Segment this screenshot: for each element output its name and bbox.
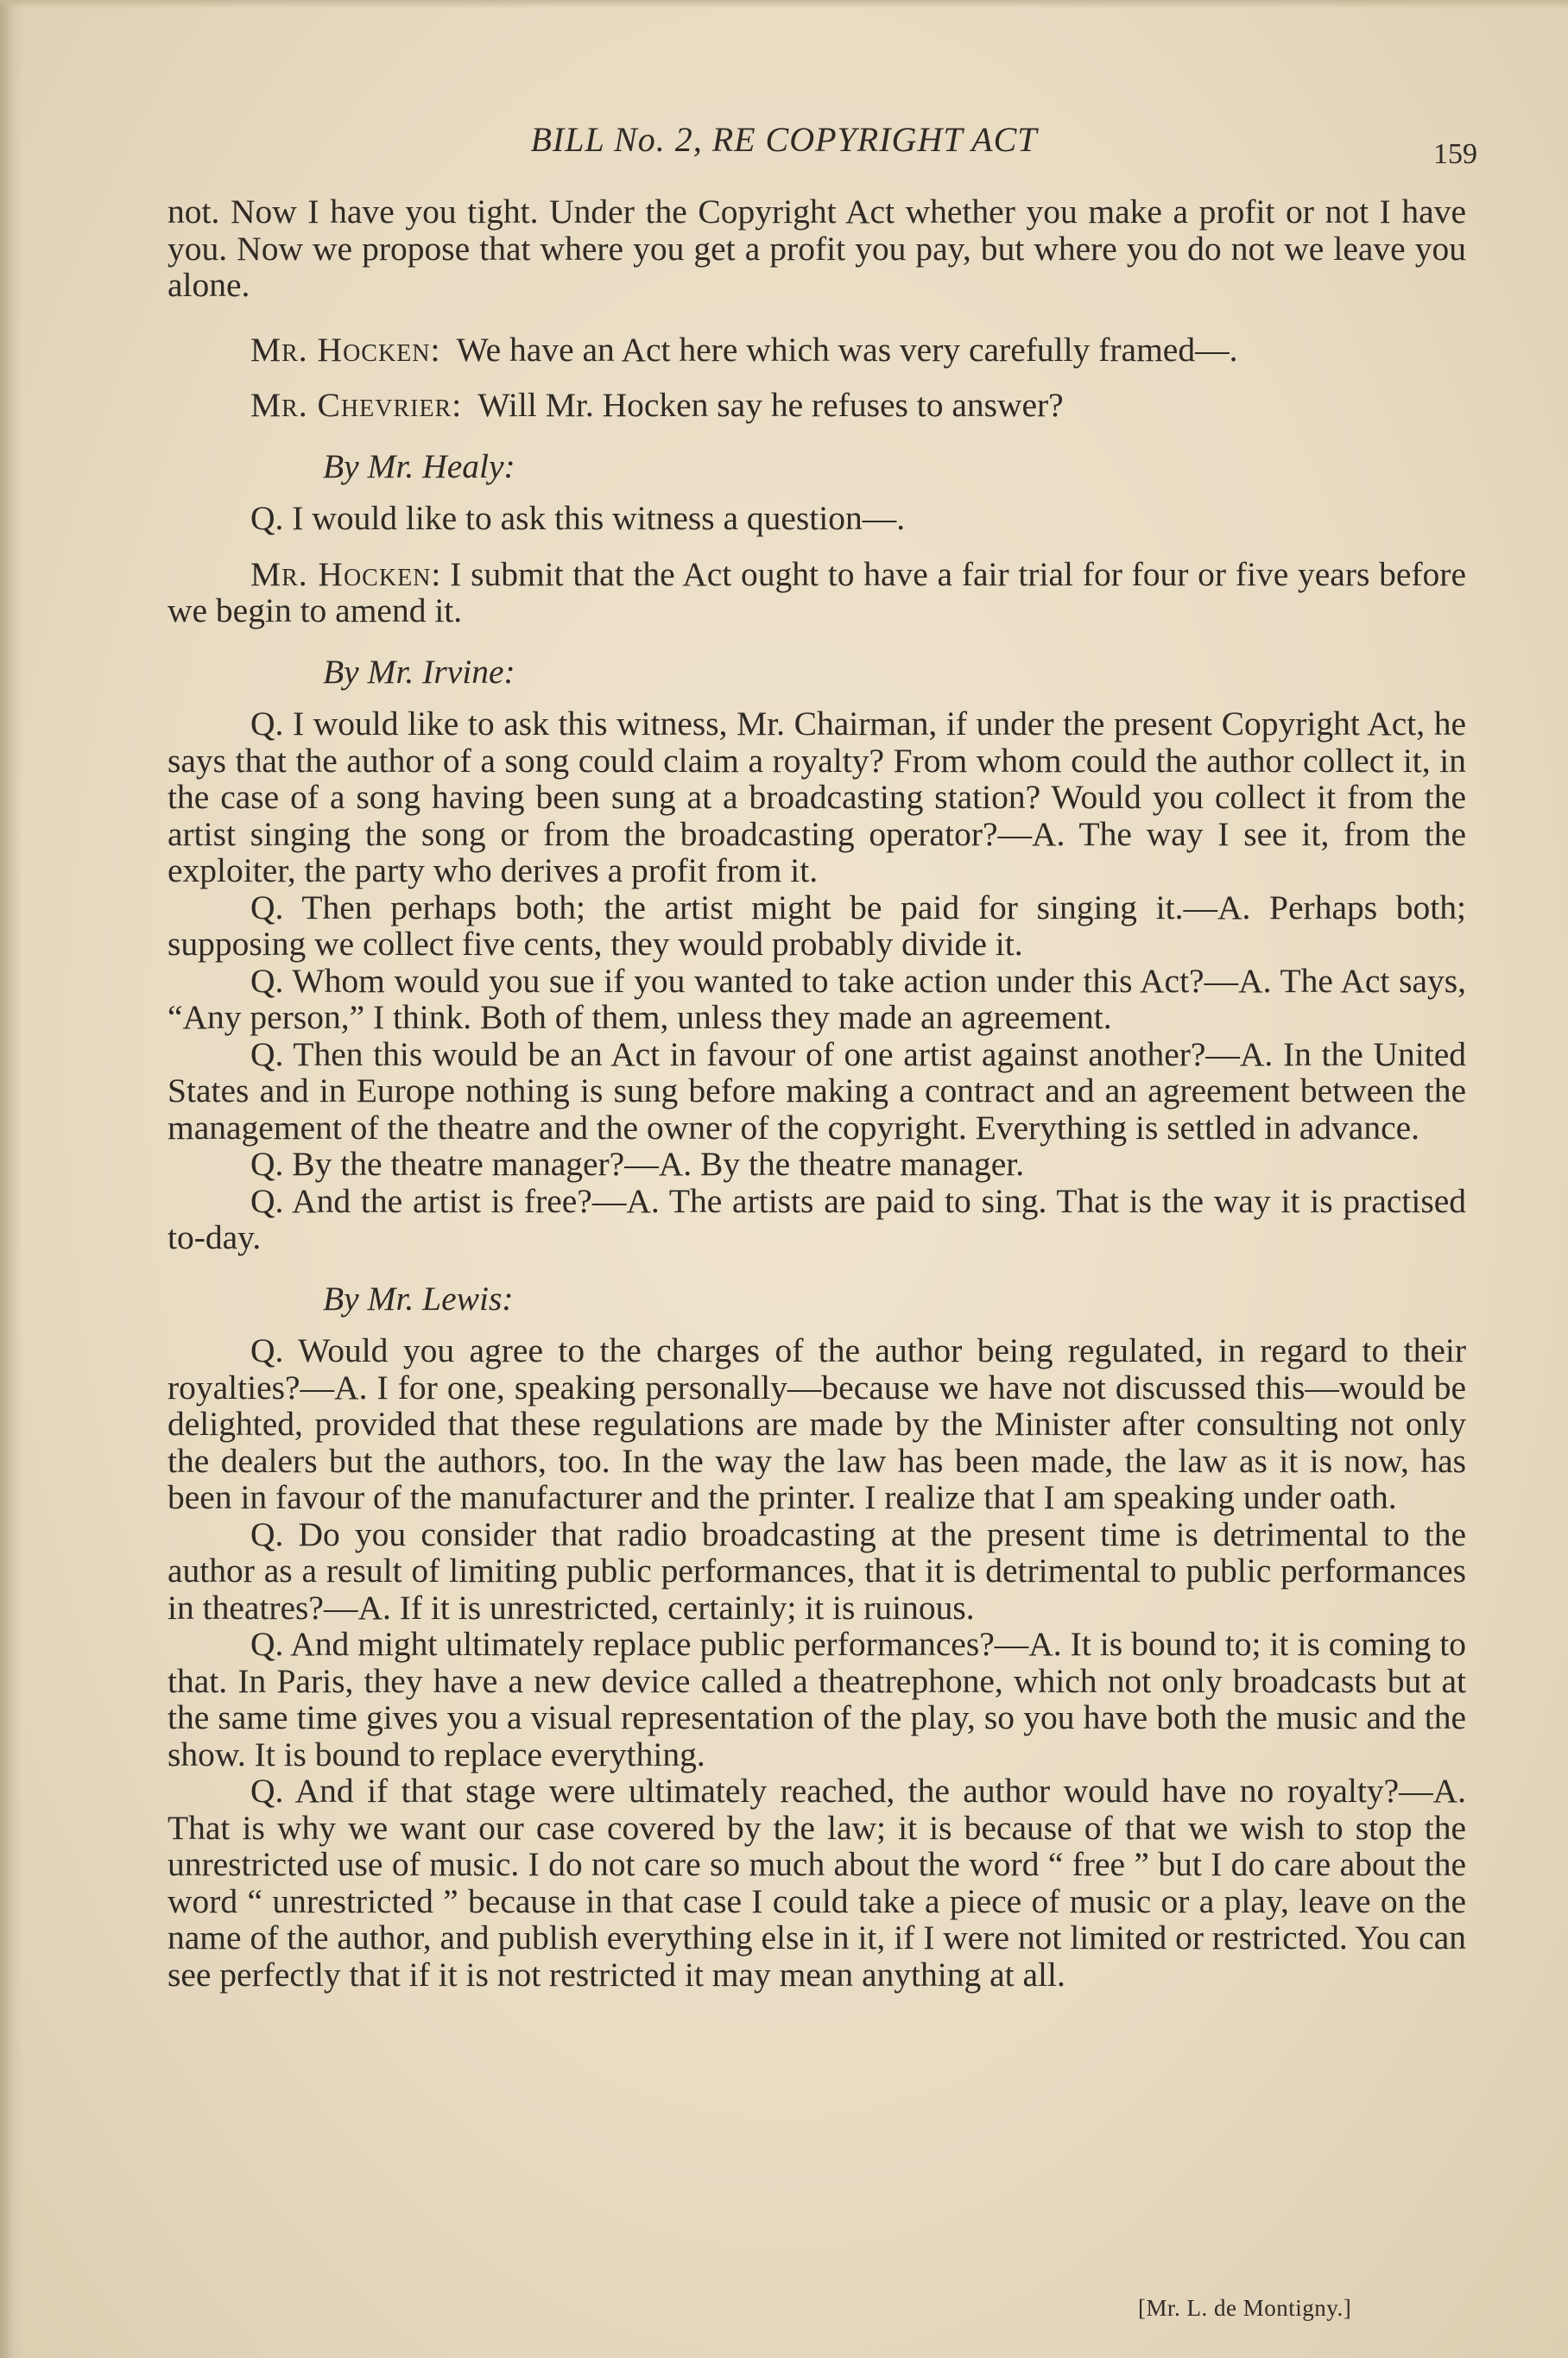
question-paragraph: Q. And the artist is free?—A. The artists are paid to sing. That is the way it is practised to-day. [168,1181,1466,1256]
speaker-name: Mr. Chevrier [250,386,452,424]
speaker-name: Mr. Hocken [250,330,431,369]
question-paragraph: Q. Would you agree to the charges of the author being regulated, in regard to their royalties?—A. I for one, speaking personally—because we have not discussed this—would be delighted, provided that these regulations are made by the Minister after consulting not only the dealers but the authors, too. In the way the law has been made, the law as it is now, has been in favour of the manufacturer and the printer. I realize that I am speaking under oath. [168,1331,1466,1516]
book-spine-shadow [0,0,22,2358]
speech-text: I submit that the Act ought to have a fair trial for four or five years before we begin to amend it. [168,554,1466,629]
speech-chevrier: Mr. Chevrier: Will Mr. Hocken say he refuses to answer? [250,386,1064,424]
speech-text: We have an Act here which was very carefully framed—. [456,330,1238,369]
question-paragraph: Q. I would like to ask this witness, Mr. Chairman, if under the present Copyright Act, he says that the author of a song could claim a royalty? From whom could the author collect it, in the case of a song having been sung at a broadcasting station? Would you collect it from the artist singing the song or from the broadcasting operator?—A. The way I see it, from the exploiter, the party who derives a profit from it. [168,705,1466,889]
speech-hocken-1: Mr. Hocken: We have an Act here which was very carefully framed—. [250,330,1238,369]
speech-text: Will Mr. Hocken say he refuses to answer? [477,386,1064,424]
examiner-heading-irvine: By Mr. Irvine: [323,652,515,691]
question-paragraph: Q. And might ultimately replace public performances?—A. It is bound to; it is coming to that. In Paris, they have a new device called a theatrephone, which not only broadcasts but at the same time gives you a visual representation of the play, so you have both the music and the show. It is bound to replace everything. [168,1625,1466,1773]
page-body [168,193,1466,1993]
question-paragraph: Q. Then this would be an Act in favour of one artist against another?—A. In the United States and in Europe nothing is sung before making a contract and an agreement between the management of the theatre and the owner of the copyright. Everything is settled in advance. [168,1034,1466,1147]
question-paragraph: Q. I would like to ask this witness a question—. [250,499,906,537]
examiner-heading-healy: By Mr. Healy: [323,446,515,485]
question-paragraph: Q. By the theatre manager?—A. By the theatre manager. [250,1145,1025,1183]
question-paragraph: Q. Do you consider that radio broadcasting at the present time is detrimental to the author as a result of limiting public performances, that it is detrimental to public performances in theatres?—A. If it is unrestricted, certainly; it is ruinous. [168,1514,1466,1627]
page-number: 159 [1433,138,1477,170]
speech-hocken-2: Mr. Hocken: I submit that the Act ought to have a fair trial for four or five years before we begin to amend it. [168,554,1466,629]
speaker-footer-reference: [Mr. L. de Montigny.] [1138,2295,1352,2321]
examiner-heading-lewis: By Mr. Lewis: [323,1279,514,1318]
question-paragraph: Q. And if that stage were ultimately reached, the author would have no royalty?—A. That is why we want our case covered by the law; it is because of that we wish to stop the unrestricted use of music. I do not care so much about the word “ free ” but I do care about the word “ unrestricted ” because in that case I could take a piece of music or a play, leave on the name of the author, and publish everything else in it, if I were not limited or restricted. You can see perfectly that if it is not restricted it may mean anything at all. [168,1772,1466,1994]
page-top-edge [0,0,1568,9]
paragraph-continuation: not. Now I have you tight. Under the Copyright Act whether you make a profit or not I have you. Now we propose that where you get a profit you pay, but where you do not we leave you alone. [168,193,1466,304]
question-paragraph: Q. Then perhaps both; the artist might be paid for singing it.—A. Perhaps both; supposing we collect five cents, they would probably divide it. [168,888,1466,963]
speaker-name: Mr. Hocken [250,554,432,593]
running-head: BILL No. 2, RE COPYRIGHT ACT [530,120,1038,159]
question-paragraph: Q. Whom would you sue if you wanted to take action under this Act?—A. The Act says, “Any person,” I think. Both of them, unless they made an agreement. [168,961,1466,1036]
